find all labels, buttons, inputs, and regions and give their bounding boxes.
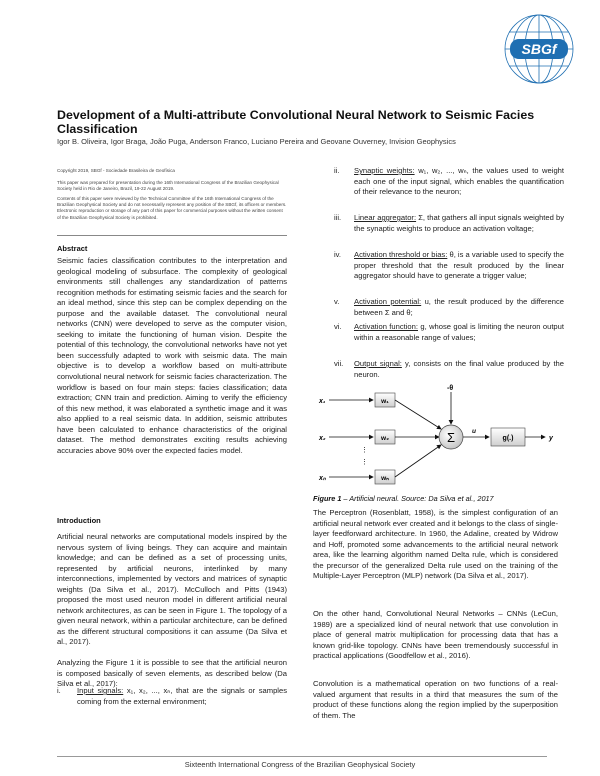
weight-label-2: w₂ — [381, 435, 389, 442]
footer-divider — [57, 756, 547, 757]
list-term: Input signals: — [77, 686, 124, 695]
list-text: x₁, x₂, ..., xₙ, that are the signals or samples coming from the external environment; — [77, 686, 287, 706]
list-number: ii. — [334, 166, 340, 175]
input-label-1: x₁ — [319, 398, 326, 405]
caption-text: – Artificial neural. Source: Da Silva et al., 2017 — [341, 494, 494, 503]
logo-text: SBGf — [521, 41, 557, 57]
list-item — [57, 686, 287, 707]
output-label: y — [549, 435, 553, 442]
list-item — [334, 213, 564, 234]
authors: Igor B. Oliveira, Igor Braga, João Puga, Anderson Franco, Luciano Pereira and Geovane Ouverney, Invision Geophysics — [57, 137, 456, 146]
list-term: Activation function: — [354, 322, 418, 331]
weight-label-n: wₙ — [381, 475, 389, 482]
list-term: Activation threshold or bias: — [354, 250, 448, 259]
page-footer: Sixteenth International Congress of the Brazilian Geophysical Society — [184, 760, 416, 769]
ellipsis: ⋮ — [361, 459, 368, 466]
list-item — [334, 359, 565, 380]
right-paragraph-1: The Perceptron (Rosenblatt, 1958), is the simplest configuration of an artificial neural network ever created and it belongs to the class of single-layer feedforward architecture. In 1960, the Adaline, created by Widrow and Hoff, promoted some advancements to the artificial neural network area, like the learning algorithm named Delta rule, which is considered the precursor of the generalized Delta rule used on the training of the Multiple-Layer Perceptron (MLP) network (Da Silva et al., 2017). — [313, 508, 558, 581]
neuron-diagram — [313, 382, 558, 486]
list-item — [334, 166, 564, 198]
intro-paragraph-2: Analyzing the Figure 1 it is possible to see that the artificial neuron is composed basically of seven elements, as described below (Da Silva et al., 2017): — [57, 658, 287, 689]
contents-note: Contents of this paper were reviewed by the Technical Committee of the 16th International Congress of the Brazilian Geophysical Society and do not necessarily represent any position of the SBGf, its officers or members. Electronic reproduction or storage of any part of this paper for commercial purposes without the written consent of the Brazilian Geophysical Society is prohibited. — [57, 196, 287, 220]
list-number: i. — [57, 686, 61, 695]
caption-label: Figure 1 — [313, 494, 342, 503]
weight-arrow-1 — [395, 400, 441, 429]
list-text: y, consists on the final value produced by the neuron. — [354, 359, 565, 379]
weight-label-1: w₁ — [381, 398, 389, 405]
list-text: u, the result produced by the difference between Σ and θ; — [354, 297, 564, 317]
abstract-text: Seismic facies classification contributes to the interpretation and geological modeling of subsurface. The complexity of geological environments still challenges any standardization of patterns recognition methods for estimating seismic facies and the search for an ideal method, since this step can be complex depending on the purpose and the available dataset. The convolutional neural networks (CNN) were developed to serve as the computer vision, seeking to imitate the functioning of human vision. Despite the potential of this technology, the convolutional networks have not yet been successfully adapted to work with seismic data. The main objective is to develop a workflow based on multi-attribute convolutional neural network for seismic facies characterization. The workflow is based on four main steps: facies classification; data extraction; CNN train and prediction. Aiming to verify the efficiency of this new method, it was elaborated a synthetic image and it was also applied to a real seismic data. In addition, seismic attributes have been calculated to enhance characteristics of the original dataset. The method demonstrates exciting results achieving accuracies above 90% over the expected facies model. — [57, 256, 287, 455]
list-number: iv. — [334, 250, 342, 259]
list-term: Linear aggregator: — [354, 213, 417, 222]
list-number: iii. — [334, 213, 342, 222]
list-item — [334, 250, 564, 282]
bias-label: -θ — [447, 385, 454, 392]
abstract-heading: Abstract — [57, 244, 88, 253]
list-number: vii. — [334, 359, 344, 368]
list-text: g, whose goal is limiting the neuron output within a reasonable range of values; — [354, 322, 564, 342]
prepared-note: This paper was prepared for presentation during the 16th International Congress of the Brazilian Geophysical Society held in Rio de Janeiro, Brazil, 19-22 August 2019. — [57, 180, 279, 192]
introduction-heading: Introduction — [57, 516, 101, 525]
intro-paragraph-1: Artificial neural networks are computational models inspired by the nervous system of living beings. They can acquire and maintain knowledge; and can be defined as a set of processing units, represented by artificial neurons, interlinked by many interconnections, implemented by vectors and matrices of synaptic weights (Da Silva et al., 2017). McCulloch and Pitts (1943) proposed the most used neuron model in different artificial neural network architectures, as can be seen in Figure 1. The topology of a given neural network, within a particular architecture, can be defined as the different structural compositions it can assume (Da Silva et al., 2017). — [57, 532, 287, 647]
potential-label: u — [472, 428, 476, 435]
list-text: w₁, w₂, ..., wₙ, the values used to weight each one of the input signal, which enables the quantification of their relevance to the neuron; — [354, 166, 564, 197]
input-label-n: xₙ — [319, 475, 326, 482]
list-term: Synaptic weights: — [354, 166, 415, 175]
divider — [57, 235, 287, 236]
list-item — [334, 322, 564, 343]
weight-arrow-n — [395, 445, 441, 477]
ellipsis: ⋮ — [361, 447, 368, 454]
paper-title: Development of a Multi-attribute Convolutional Neural Network to Seismic Facies Classification — [57, 108, 535, 136]
input-label-2: x₂ — [319, 435, 326, 442]
sbgf-logo — [500, 10, 578, 88]
right-paragraph-3: Convolution is a mathematical operation on two functions of a real-valued argument that results in a third that measures the sum of the product of these functions along the region implied by the superposition of them. The — [313, 679, 558, 720]
list-text: θ, is a variable used to specify the proper threshold that the result produced by the linear aggregator should have to generate a trigger value; — [354, 250, 564, 281]
list-number: v. — [334, 297, 340, 306]
list-term: Activation potential: — [354, 297, 422, 306]
list-term: Output signal: — [354, 359, 402, 368]
copyright-note: Copyright 2019, SBGf - Sociedade Brasileira de Geofísica — [57, 168, 175, 173]
summation-symbol: Σ — [446, 430, 456, 445]
figure-caption — [313, 494, 494, 503]
right-paragraph-2: On the other hand, Convolutional Neural Networks – CNNs (LeCun, 1989) are a specialized kind of neural network that use convolution in place of general matrix multiplication for processing data that has a known grid-like topology. CNNs have been tremendously successful in practical applications (Goodfellow et al., 2016). — [313, 609, 558, 661]
activation-label: g(.) — [502, 435, 514, 442]
list-number: vi. — [334, 322, 342, 331]
list-text: Σ, that gathers all input signals weighted by the synaptic weights to produce an activation voltage; — [354, 213, 564, 233]
list-item — [334, 297, 564, 318]
